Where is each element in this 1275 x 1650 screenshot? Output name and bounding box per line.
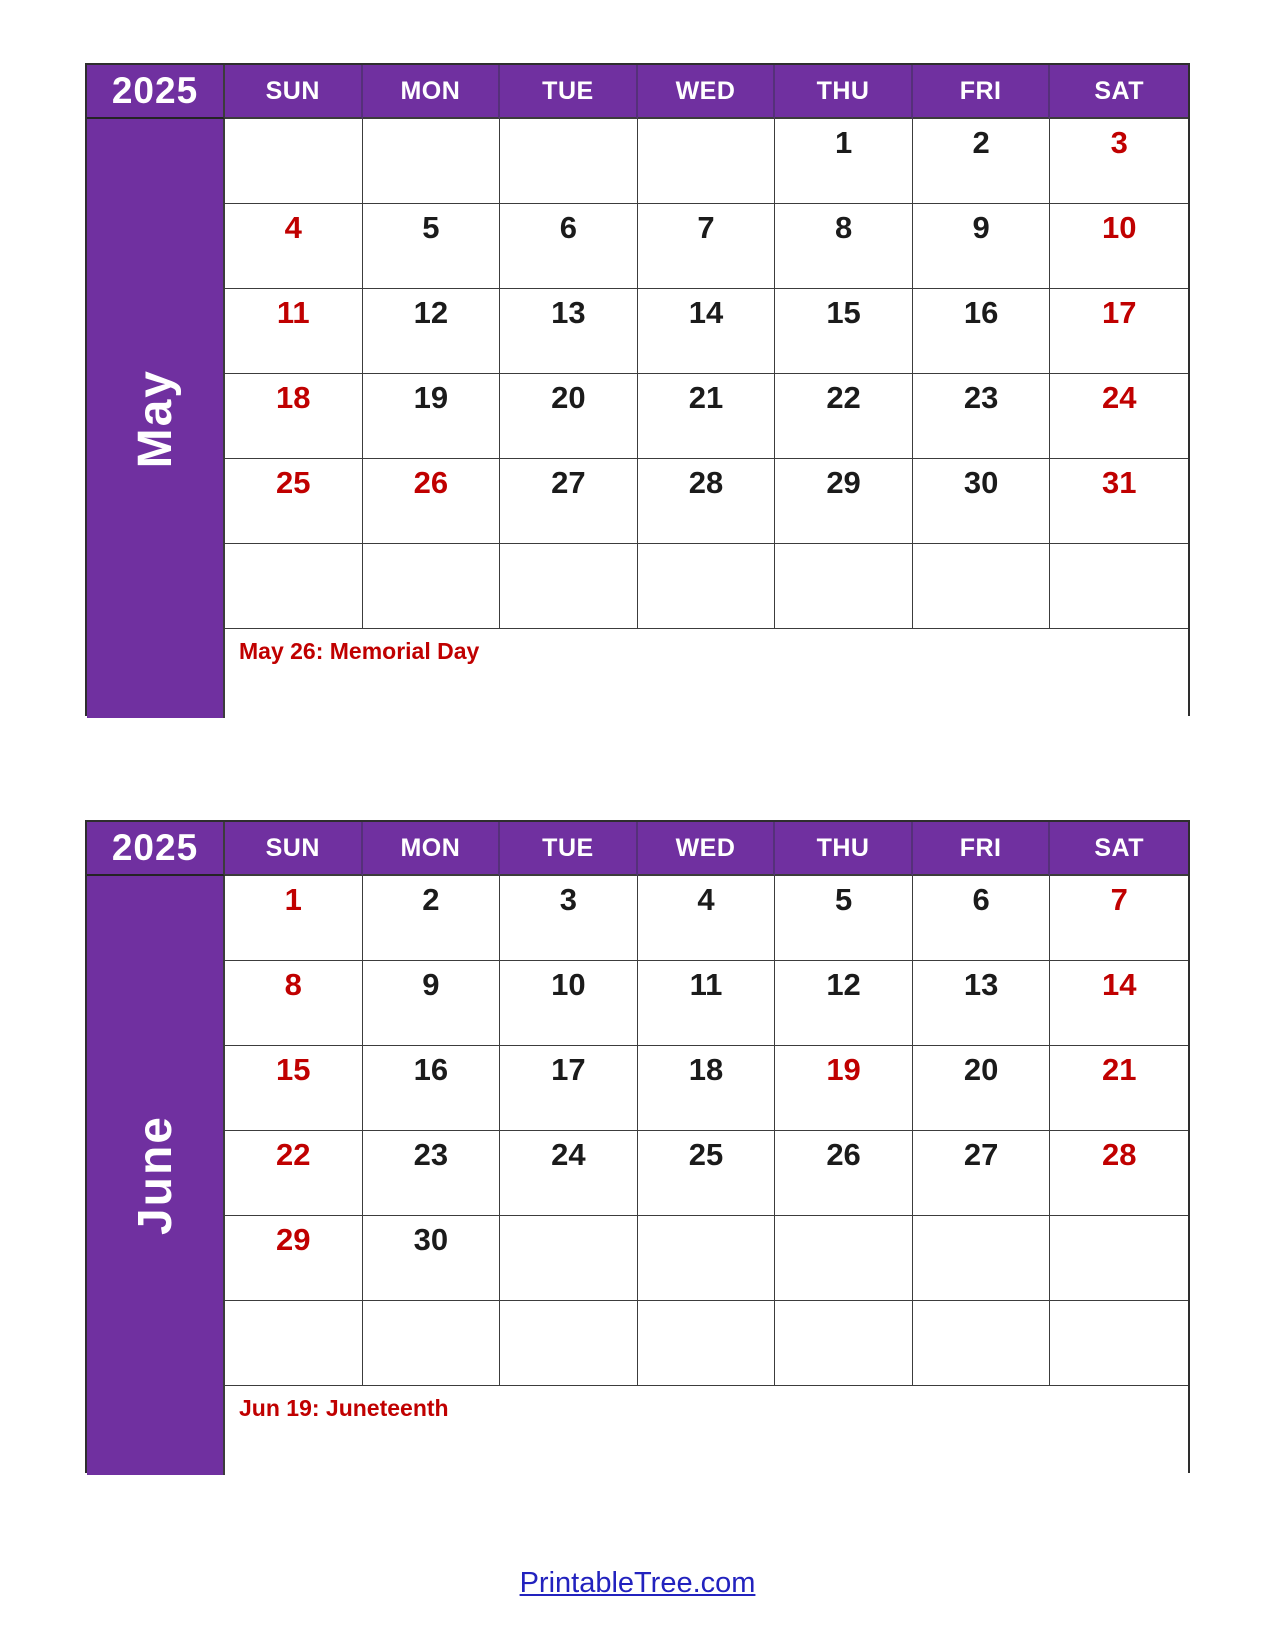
day-number: 18: [276, 380, 311, 415]
day-cell: [1050, 1216, 1188, 1301]
day-cell: [225, 289, 363, 374]
day-cell: [500, 961, 638, 1046]
weekday-header-mon: MON: [363, 822, 501, 876]
day-cell: [913, 1131, 1051, 1216]
day-number: 12: [413, 295, 449, 330]
day-number: 19: [413, 380, 449, 415]
day-cell: [225, 1216, 363, 1301]
weekday-header-wed: WED: [638, 65, 776, 119]
day-cell: [913, 1216, 1051, 1301]
day-number: 13: [551, 295, 586, 330]
day-cell: [638, 1046, 776, 1131]
day-cell: [363, 1216, 501, 1301]
day-number: 9: [422, 967, 440, 1002]
day-number: 16: [413, 1052, 449, 1087]
day-number: 22: [276, 1137, 311, 1172]
day-number: 5: [834, 882, 853, 917]
day-number: 4: [697, 882, 715, 917]
day-cell: [225, 961, 363, 1046]
day-number: 12: [826, 967, 861, 1002]
day-number: 16: [963, 295, 999, 330]
day-cell: [913, 289, 1051, 374]
day-cell: [225, 1301, 363, 1386]
weekday-header-fri: FRI: [913, 822, 1051, 876]
day-cell: [1050, 204, 1188, 289]
day-number: 7: [697, 210, 715, 245]
day-cell: [363, 289, 501, 374]
year-label: 2025: [87, 822, 225, 876]
day-cell: [1050, 876, 1188, 961]
day-number: 8: [284, 967, 302, 1002]
day-number: 25: [688, 1137, 724, 1172]
day-number: 25: [276, 465, 311, 500]
day-cell: [500, 289, 638, 374]
weekday-header-thu: THU: [775, 822, 913, 876]
day-cell: [500, 374, 638, 459]
day-number: 26: [413, 465, 449, 500]
day-cell: [638, 1216, 776, 1301]
day-number: 6: [972, 882, 990, 917]
footer: [0, 1567, 1275, 1600]
day-cell: [775, 1046, 913, 1131]
weekday-header-tue: TUE: [500, 822, 638, 876]
day-number: 20: [963, 1052, 999, 1087]
day-cell: [1050, 544, 1188, 629]
day-number: 13: [963, 967, 999, 1002]
day-number: 2: [422, 882, 440, 917]
day-cell: [1050, 119, 1188, 204]
day-cell: [638, 459, 776, 544]
day-cell: [363, 119, 501, 204]
day-cell: [363, 459, 501, 544]
day-number: 9: [972, 210, 990, 245]
day-number: 29: [276, 1222, 311, 1257]
day-cell: [363, 961, 501, 1046]
day-number: 27: [551, 465, 586, 500]
day-number: 26: [826, 1137, 861, 1172]
day-cell: [638, 204, 776, 289]
day-cell: [913, 204, 1051, 289]
day-cell: [775, 1301, 913, 1386]
day-cell: [913, 119, 1051, 204]
day-number: 15: [276, 1052, 311, 1087]
day-number: 30: [963, 465, 999, 500]
day-number: 5: [422, 210, 440, 245]
day-number: 30: [413, 1222, 449, 1257]
day-cell: [363, 204, 501, 289]
day-number: 22: [826, 380, 861, 415]
day-cell: [225, 1046, 363, 1131]
day-cell: [500, 876, 638, 961]
day-number: 1: [284, 882, 302, 917]
day-cell: [913, 1046, 1051, 1131]
day-cell: [225, 876, 363, 961]
weekday-header-sun: SUN: [225, 822, 363, 876]
weekday-header-sat: SAT: [1050, 65, 1188, 119]
june-calendar: [85, 820, 1190, 1473]
day-cell: [913, 374, 1051, 459]
day-number: 8: [834, 210, 853, 245]
month-label: May: [128, 368, 182, 469]
day-cell: [1050, 1046, 1188, 1131]
day-cell: [638, 289, 776, 374]
day-number: 1: [834, 125, 853, 160]
day-cell: [775, 289, 913, 374]
day-number: 27: [963, 1137, 999, 1172]
day-number: 20: [551, 380, 586, 415]
day-number: 24: [551, 1137, 586, 1172]
day-number: 28: [688, 465, 724, 500]
weekday-header-sat: SAT: [1050, 822, 1188, 876]
day-number: 17: [551, 1052, 586, 1087]
year-label: 2025: [87, 65, 225, 119]
may-calendar: [85, 63, 1190, 716]
day-cell: [225, 459, 363, 544]
day-number: 18: [688, 1052, 724, 1087]
day-cell: [363, 1046, 501, 1131]
day-cell: [1050, 459, 1188, 544]
day-number: 6: [559, 210, 578, 245]
weekday-header-fri: FRI: [913, 65, 1051, 119]
day-cell: [913, 544, 1051, 629]
day-cell: [500, 119, 638, 204]
day-cell: [913, 876, 1051, 961]
weekday-header-mon: MON: [363, 65, 501, 119]
day-cell: [638, 876, 776, 961]
day-cell: [913, 961, 1051, 1046]
day-cell: [225, 119, 363, 204]
day-cell: [775, 204, 913, 289]
day-cell: [1050, 374, 1188, 459]
day-cell: [500, 1216, 638, 1301]
day-cell: [638, 544, 776, 629]
day-number: 24: [1101, 380, 1137, 415]
day-cell: [638, 119, 776, 204]
day-cell: [363, 544, 501, 629]
day-number: 23: [963, 380, 999, 415]
day-cell: [775, 961, 913, 1046]
day-cell: [1050, 961, 1188, 1046]
weekday-header-tue: TUE: [500, 65, 638, 119]
month-sidebar: [87, 119, 225, 718]
day-number: 14: [1101, 967, 1137, 1002]
day-cell: [638, 961, 776, 1046]
day-cell: [500, 1046, 638, 1131]
day-number: 7: [1110, 882, 1128, 917]
month-label: June: [128, 1115, 182, 1236]
day-cell: [913, 459, 1051, 544]
day-cell: [638, 1131, 776, 1216]
day-number: 3: [1110, 125, 1128, 160]
day-cell: [500, 1301, 638, 1386]
day-cell: [225, 204, 363, 289]
day-cell: [775, 459, 913, 544]
day-cell: [913, 1301, 1051, 1386]
day-cell: [500, 204, 638, 289]
day-cell: [225, 374, 363, 459]
day-number: 21: [688, 380, 724, 415]
day-number: 23: [413, 1137, 449, 1172]
day-number: 10: [551, 967, 586, 1002]
day-cell: [775, 1216, 913, 1301]
day-number: 21: [1101, 1052, 1137, 1087]
day-cell: [775, 119, 913, 204]
day-number: 28: [1101, 1137, 1137, 1172]
day-cell: [775, 1131, 913, 1216]
day-cell: [638, 1301, 776, 1386]
day-cell: [500, 459, 638, 544]
holiday-note: May 26: Memorial Day: [225, 629, 1188, 718]
printabletree-link[interactable]: PrintableTree.com: [519, 1567, 756, 1599]
day-number: 10: [1101, 210, 1137, 245]
day-cell: [1050, 289, 1188, 374]
day-number: 14: [688, 295, 724, 330]
day-number: 11: [689, 967, 723, 1002]
day-cell: [500, 1131, 638, 1216]
day-number: 17: [1101, 295, 1137, 330]
weekday-header-thu: THU: [775, 65, 913, 119]
day-cell: [1050, 1131, 1188, 1216]
day-number: 31: [1101, 465, 1137, 500]
weekday-header-sun: SUN: [225, 65, 363, 119]
day-cell: [775, 876, 913, 961]
day-number: 15: [826, 295, 861, 330]
day-cell: [775, 544, 913, 629]
day-number: 11: [276, 295, 310, 330]
day-cell: [363, 1301, 501, 1386]
day-cell: [225, 544, 363, 629]
month-sidebar: [87, 876, 225, 1475]
day-cell: [363, 876, 501, 961]
day-number: 19: [826, 1052, 861, 1087]
holiday-note: Jun 19: Juneteenth: [225, 1386, 1188, 1475]
day-number: 2: [972, 125, 990, 160]
day-cell: [775, 374, 913, 459]
day-cell: [363, 1131, 501, 1216]
day-cell: [500, 544, 638, 629]
weekday-header-wed: WED: [638, 822, 776, 876]
day-number: 3: [559, 882, 578, 917]
day-cell: [225, 1131, 363, 1216]
day-cell: [1050, 1301, 1188, 1386]
day-number: 4: [284, 210, 302, 245]
day-cell: [638, 374, 776, 459]
day-number: 29: [826, 465, 861, 500]
day-cell: [363, 374, 501, 459]
